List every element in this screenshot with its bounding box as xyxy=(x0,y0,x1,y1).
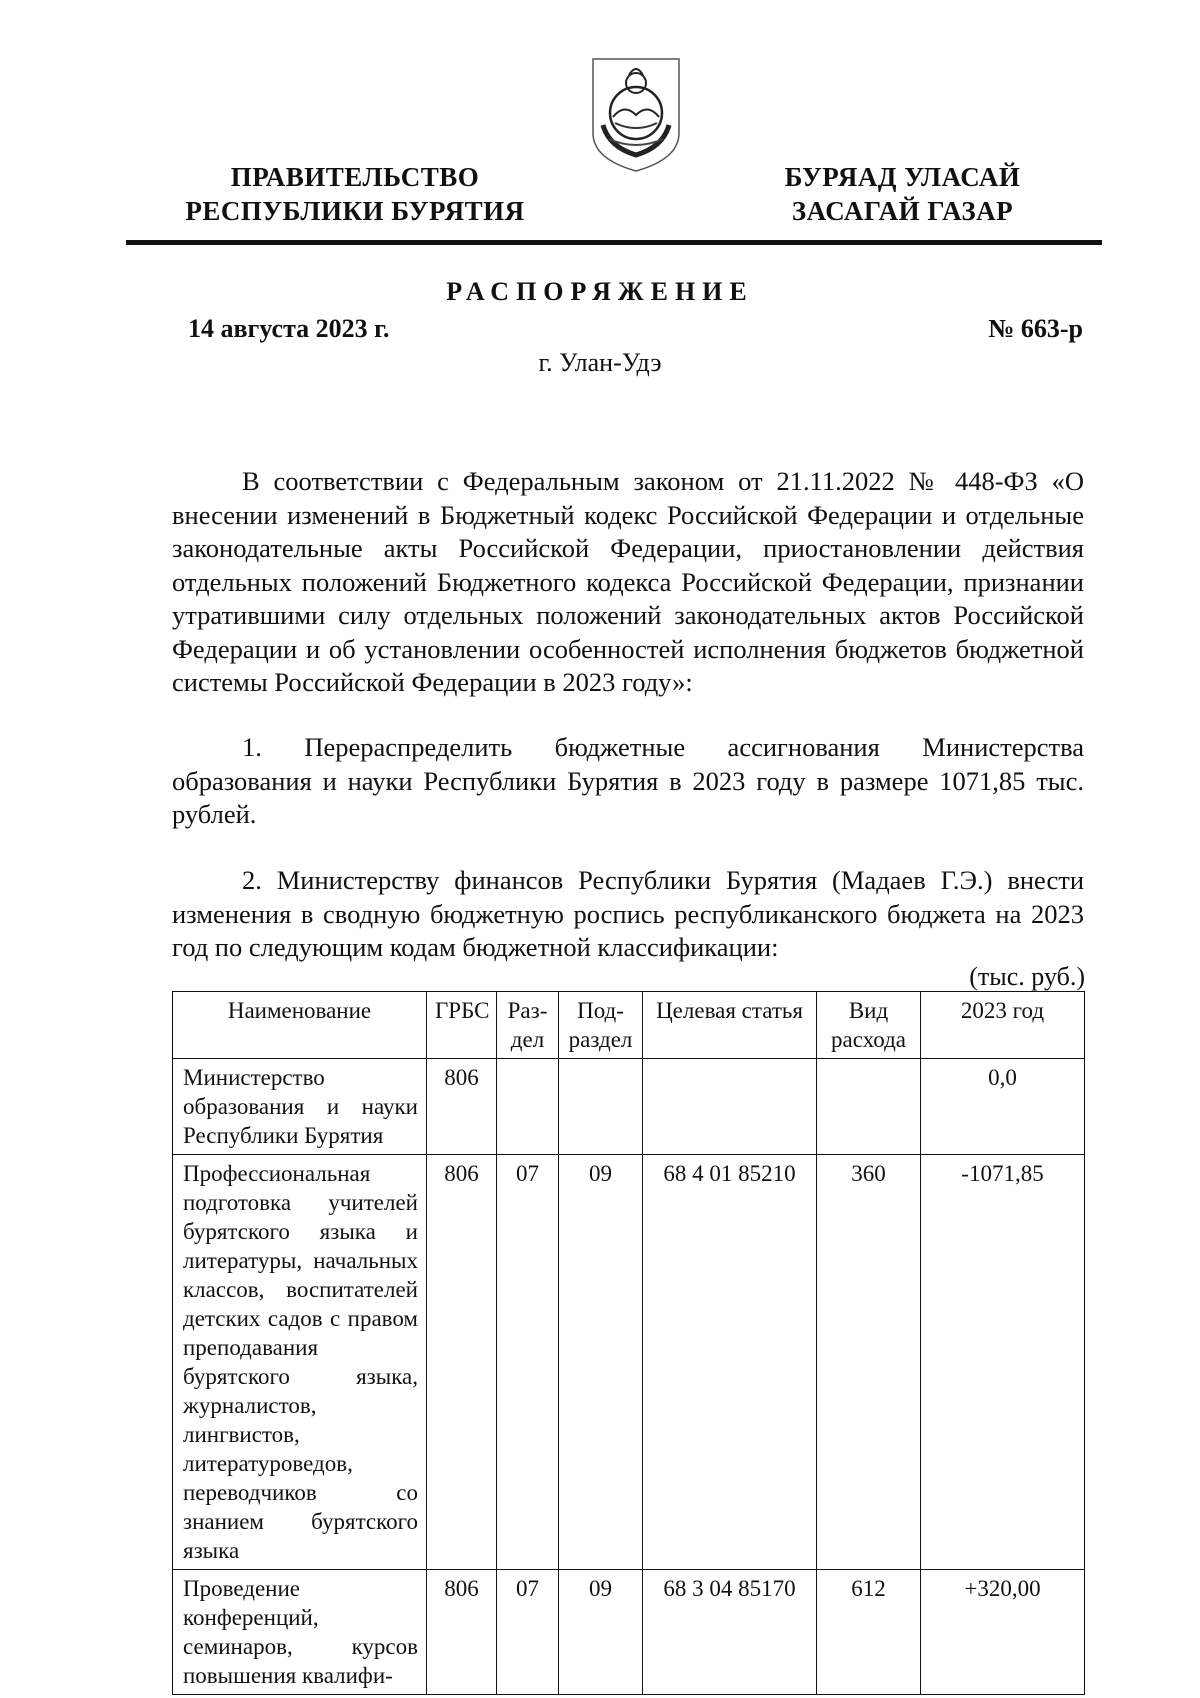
header-grbs: ГРБС xyxy=(427,992,497,1059)
document-number: № 663-р xyxy=(988,314,1083,343)
budget-table xyxy=(172,991,1085,1695)
table-header-row xyxy=(173,992,1085,1059)
paragraph-text: 1. Перераспределить бюджетные ассигнования Министерства образования и науки Республики Бурятия в 2023 году в размере 1071,85 тыс. рублей. xyxy=(172,732,1084,829)
paragraph-text: 2. Министерству финансов Республики Бурятия (Мадаев Г.Э.) внести изменения в сводную бюджетную роспись республиканского бюджета на 2023 год по следующим кодам бюджетной классификации: xyxy=(172,865,1084,962)
cell-razdel: 07 xyxy=(497,1155,559,1570)
header-razdel: Раз-дел xyxy=(497,992,559,1059)
document-date: 14 августа 2023 г. xyxy=(188,314,390,343)
government-name-line: ПРАВИТЕЛЬСТВО xyxy=(230,162,480,192)
government-name-ru xyxy=(170,160,540,228)
cell-target: 68 3 04 85170 xyxy=(643,1570,817,1695)
government-name-line: БУРЯАД УЛАСАЙ xyxy=(784,162,1021,192)
header-name: Наименование xyxy=(173,992,427,1059)
document-type: РАСПОРЯЖЕНИЕ xyxy=(446,277,754,306)
paragraph-text: В соответствии с Федеральным законом от 21.11.2022 № 448-ФЗ «О внесении изменений в Бюджетный кодекс Российской Федерации и отдельные законодательные акты Российской Федерации, приостановлении действия отдельных положений Бюджетного кодекса Российской Федерации, признании утратившими силу отдельных положений законодательных актов Российской Федерации и об установлении особенностей исполнения бюджетов бюджетной системы Российской Федерации в 2023 году»: xyxy=(172,466,1084,697)
preamble-paragraph xyxy=(172,465,1084,700)
cell-target: 68 4 01 85210 xyxy=(643,1155,817,1570)
cell-grbs: 806 xyxy=(427,1059,497,1155)
cell-grbs: 806 xyxy=(427,1155,497,1570)
cell-name: Проведение конференций, семинаров, курсов повышения квалифи- xyxy=(173,1570,427,1695)
cell-razdel xyxy=(497,1059,559,1155)
table-row xyxy=(173,1155,1085,1570)
government-name-line: ЗАСАГАЙ ГАЗАР xyxy=(791,196,1014,226)
cell-podrazdel xyxy=(559,1059,643,1155)
header-vid: Вид расхода xyxy=(817,992,921,1059)
cell-vid xyxy=(817,1059,921,1155)
cell-grbs: 806 xyxy=(427,1570,497,1695)
header-target: Целевая статья xyxy=(643,992,817,1059)
cell-podrazdel: 09 xyxy=(559,1570,643,1695)
coat-of-arms-icon xyxy=(589,55,683,175)
cell-name: Профессиональная подготовка учителей бурятского языка и литературы, начальных классов, воспитателей детских садов с правом преподавания бурятского языка, журналистов, лингвистов, литературоведов, переводчиков со знанием бурятского языка xyxy=(173,1155,427,1570)
cell-amount: +320,00 xyxy=(921,1570,1085,1695)
item-1-paragraph xyxy=(172,731,1084,832)
header-divider xyxy=(126,240,1102,245)
government-name-line: РЕСПУБЛИКИ БУРЯТИЯ xyxy=(185,196,525,226)
document-city: г. Улан-Удэ xyxy=(538,348,662,377)
cell-podrazdel: 09 xyxy=(559,1155,643,1570)
cell-amount: -1071,85 xyxy=(921,1155,1085,1570)
table-row xyxy=(173,1059,1085,1155)
header-year: 2023 год xyxy=(921,992,1085,1059)
table-row xyxy=(173,1570,1085,1695)
cell-vid: 612 xyxy=(817,1570,921,1695)
cell-razdel: 07 xyxy=(497,1570,559,1695)
item-2-paragraph xyxy=(172,864,1084,965)
government-name-bua xyxy=(755,160,1050,228)
cell-vid: 360 xyxy=(817,1155,921,1570)
units-label: (тыс. руб.) xyxy=(969,962,1085,991)
header-podrazdel: Под-раздел xyxy=(559,992,643,1059)
cell-name: Министерство образования и науки Республики Бурятия xyxy=(173,1059,427,1155)
cell-amount: 0,0 xyxy=(921,1059,1085,1155)
cell-target xyxy=(643,1059,817,1155)
